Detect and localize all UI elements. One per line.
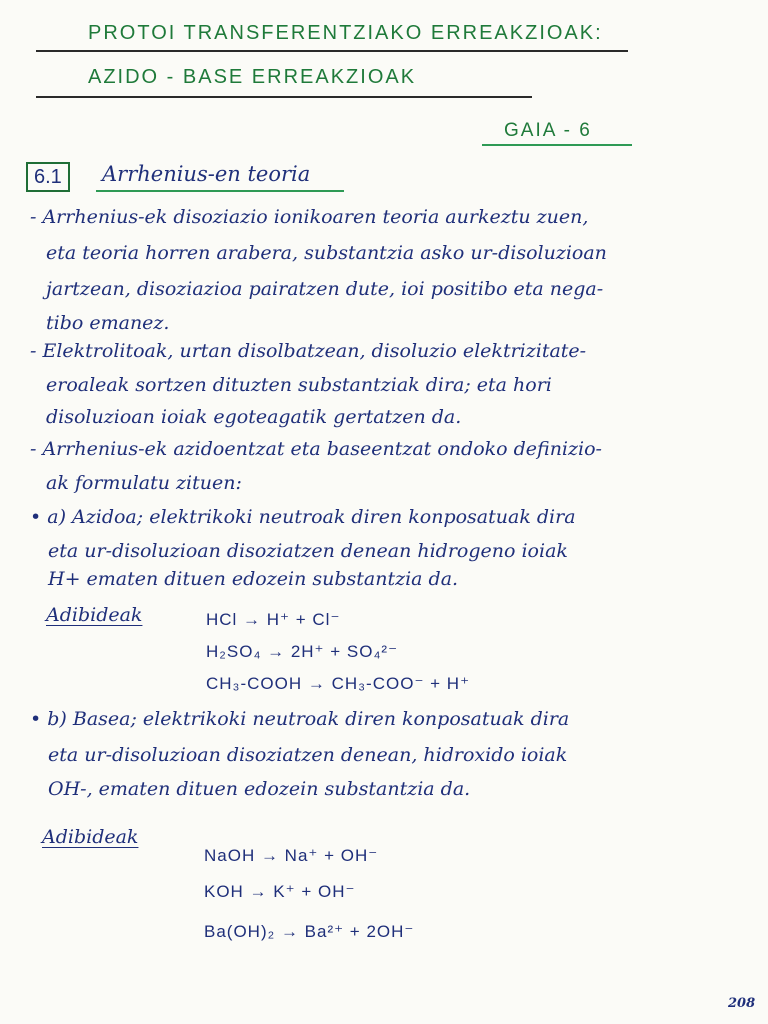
acid-example-acetic: CH₃-COOH → CH₃-COO⁻ + H⁺ [206, 674, 471, 693]
examples-label-base: Adibideak [42, 826, 139, 848]
p3-line-2: ak formulatu zituen: [46, 472, 242, 494]
base-example-koh: KOH → K⁺ + OH⁻ [204, 882, 356, 901]
base-def-line-2: eta ur-disoluzioan disoziatzen denean, hidroxido ioiak [48, 744, 568, 766]
page-title: PROTOI TRANSFERENTZIAKO ERREAKZIOAK: [88, 22, 603, 44]
p1-line-2: eta teoria horren arabera, substantzia asko ur-disoluzioan [46, 242, 607, 264]
acid-def-line-2: eta ur-disoluzioan disoziatzen denean hidrogeno ioiak [48, 540, 568, 562]
section-number: 6.1 [26, 162, 70, 192]
p3-line-1: - Arrhenius-ek azidoentzat eta baseentzat ondoko definizio- [30, 438, 602, 460]
section-title-underline [96, 190, 344, 192]
subtitle-rule [36, 96, 532, 98]
p2-line-1: - Elektrolitoak, urtan disolbatzean, disoluzio elektrizitate- [30, 340, 587, 362]
gaia-rule [482, 144, 632, 146]
base-def-line-3: OH-, ematen dituen edozein substantzia da. [48, 778, 471, 800]
p1-line-1: - Arrhenius-ek disoziazio ionikoaren teoria aurkeztu zuen, [30, 206, 589, 228]
acid-example-h2so4: H₂SO₄ → 2H⁺ + SO₄²⁻ [206, 642, 399, 661]
p1-line-4: tibo emanez. [46, 312, 170, 334]
p1-line-3: jartzean, disoziazioa pairatzen dute, ioi positibo eta nega- [46, 278, 604, 300]
p2-line-2: eroaleak sortzen dituzten substantziak dira; eta hori [46, 374, 552, 396]
base-example-baoh2: Ba(OH)₂ → Ba²⁺ + 2OH⁻ [204, 922, 415, 941]
page-subtitle: AZIDO - BASE ERREAKZIOAK [88, 66, 417, 88]
section-title: Arrhenius-en teoria [102, 162, 311, 186]
acid-def-line-3: H+ ematen dituen edozein substantzia da. [48, 568, 459, 590]
base-example-naoh: NaOH → Na⁺ + OH⁻ [204, 846, 379, 865]
acid-example-hcl: HCl → H⁺ + Cl⁻ [206, 610, 341, 629]
title-rule [36, 50, 628, 52]
acid-def-line-1: • a) Azidoa; elektrikoki neutroak diren konposatuak dira [30, 506, 576, 528]
base-def-line-1: • b) Basea; elektrikoki neutroak diren konposatuak dira [30, 708, 570, 730]
p2-line-3: disoluzioan ioiak egoteagatik gertatzen da. [46, 406, 462, 428]
examples-label-acid: Adibideak [46, 604, 143, 626]
page-number: 208 [728, 996, 756, 1011]
gaia-label: GAIA - 6 [504, 120, 592, 141]
